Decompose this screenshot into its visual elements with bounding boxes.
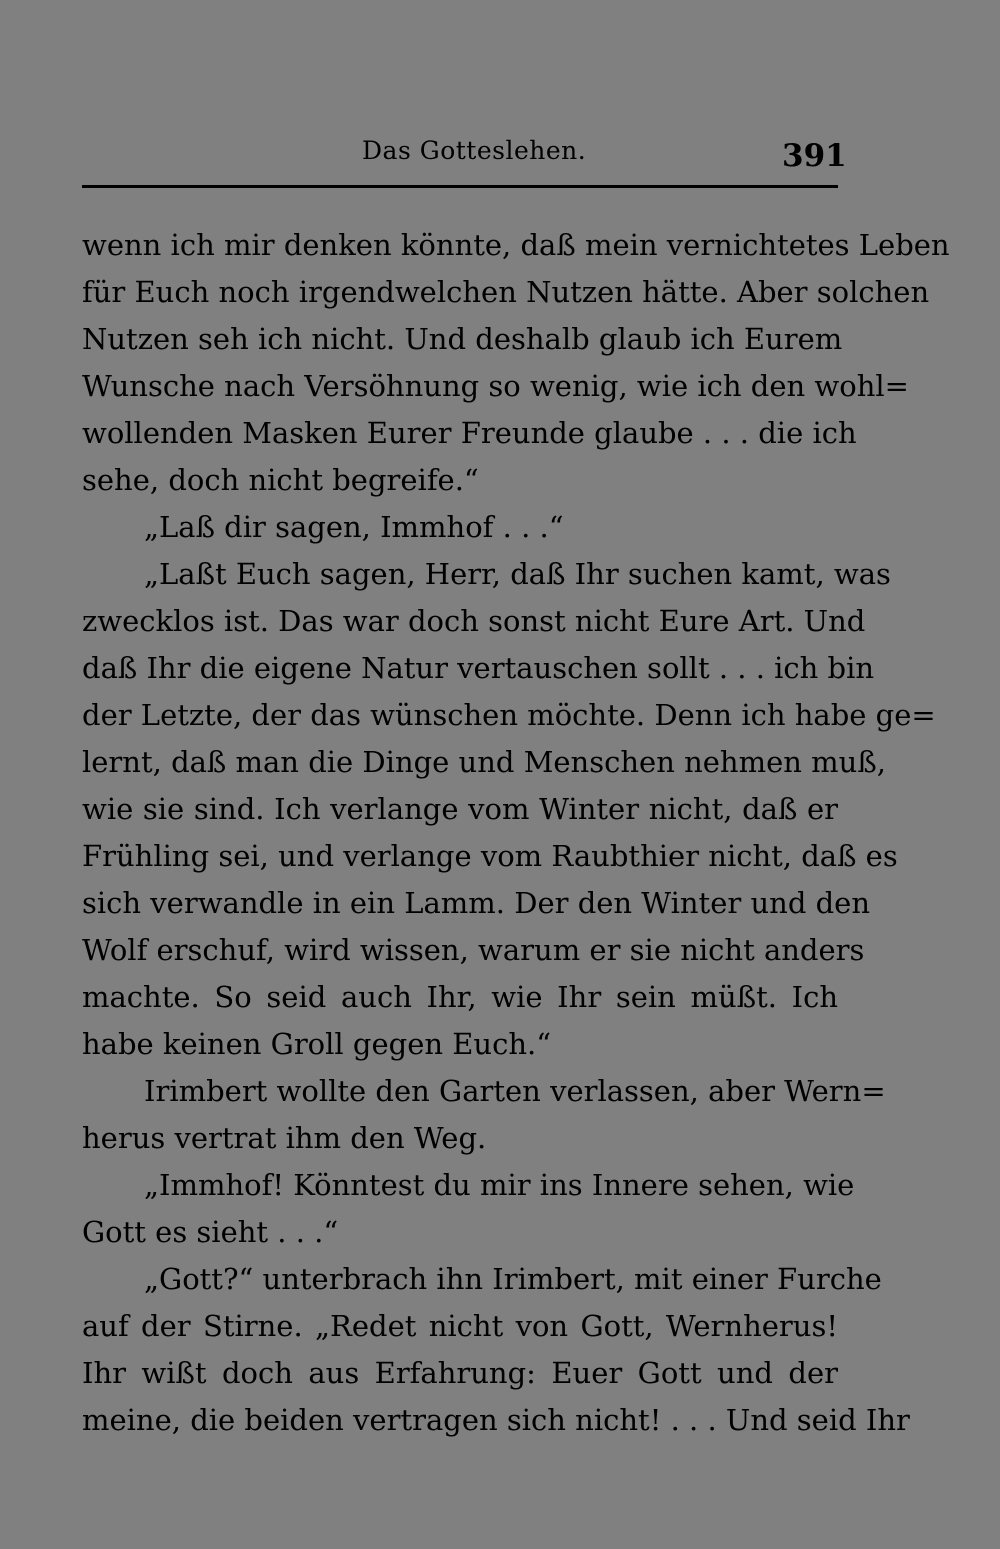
text-line: zwecklos ist. Das war doch sonst nicht Eure Art. Und (82, 604, 866, 638)
text-line: Frühling sei, und verlange vom Raubthier nicht, daß es (82, 839, 898, 873)
text-line: wie sie sind. Ich verlange vom Winter nicht, daß er (82, 792, 838, 826)
text-line: „Laß dir sagen, Immhof . . .“ (144, 510, 564, 544)
text-line: für Euch noch irgendwelchen Nutzen hätte. Aber solchen (82, 275, 930, 309)
text-line: „Laßt Euch sagen, Herr, daß Ihr suchen kamt, was (144, 557, 891, 591)
text-line: Wunsche nach Versöhnung so wenig, wie ich den wohl= (82, 369, 909, 403)
text-line: wenn ich mir denken könnte, daß mein vernichtetes Leben (82, 228, 950, 262)
text-line: auf der Stirne. „Redet nicht von Gott, Wernherus! (82, 1309, 838, 1343)
text-line: „Immhof! Könntest du mir ins Innere sehen, wie (144, 1168, 855, 1202)
text-line: Gott es sieht . . .“ (82, 1215, 339, 1249)
text-line: Nutzen seh ich nicht. Und deshalb glaub ich Eurem (82, 322, 843, 356)
text-line: Irimbert wollte den Garten verlassen, aber Wern= (144, 1074, 886, 1108)
text-line: sich verwandle in ein Lamm. Der den Winter und den (82, 886, 870, 920)
text-line: „Gott?“ unterbrach ihn Irimbert, mit einer Furche (144, 1262, 882, 1296)
text-line: lernt, daß man die Dinge und Menschen nehmen muß, (82, 745, 886, 779)
text-line: der Letzte, der das wünschen möchte. Denn ich habe ge= (82, 698, 936, 732)
text-line: machte. So seid auch Ihr, wie Ihr sein müßt. Ich (82, 980, 838, 1014)
running-title: Das Gotteslehen. (362, 136, 587, 165)
text-line: wollenden Masken Eurer Freunde glaube . . . die ich (82, 416, 857, 450)
text-line: Wolf erschuf, wird wissen, warum er sie nicht anders (82, 933, 865, 967)
header-rule (82, 185, 838, 188)
text-line: sehe, doch nicht begreife.“ (82, 463, 479, 497)
text-line: daß Ihr die eigene Natur vertauschen sollt . . . ich bin (82, 651, 875, 685)
text-body (82, 222, 950, 1444)
text-line: meine, die beiden vertragen sich nicht! . . . Und seid Ihr (82, 1403, 910, 1437)
page-number: 391 (782, 138, 847, 174)
text-line: Ihr wißt doch aus Erfahrung: Euer Gott und der (82, 1356, 838, 1390)
text-line: herus vertrat ihm den Weg. (82, 1121, 487, 1155)
text-line: habe keinen Groll gegen Euch.“ (82, 1027, 552, 1061)
